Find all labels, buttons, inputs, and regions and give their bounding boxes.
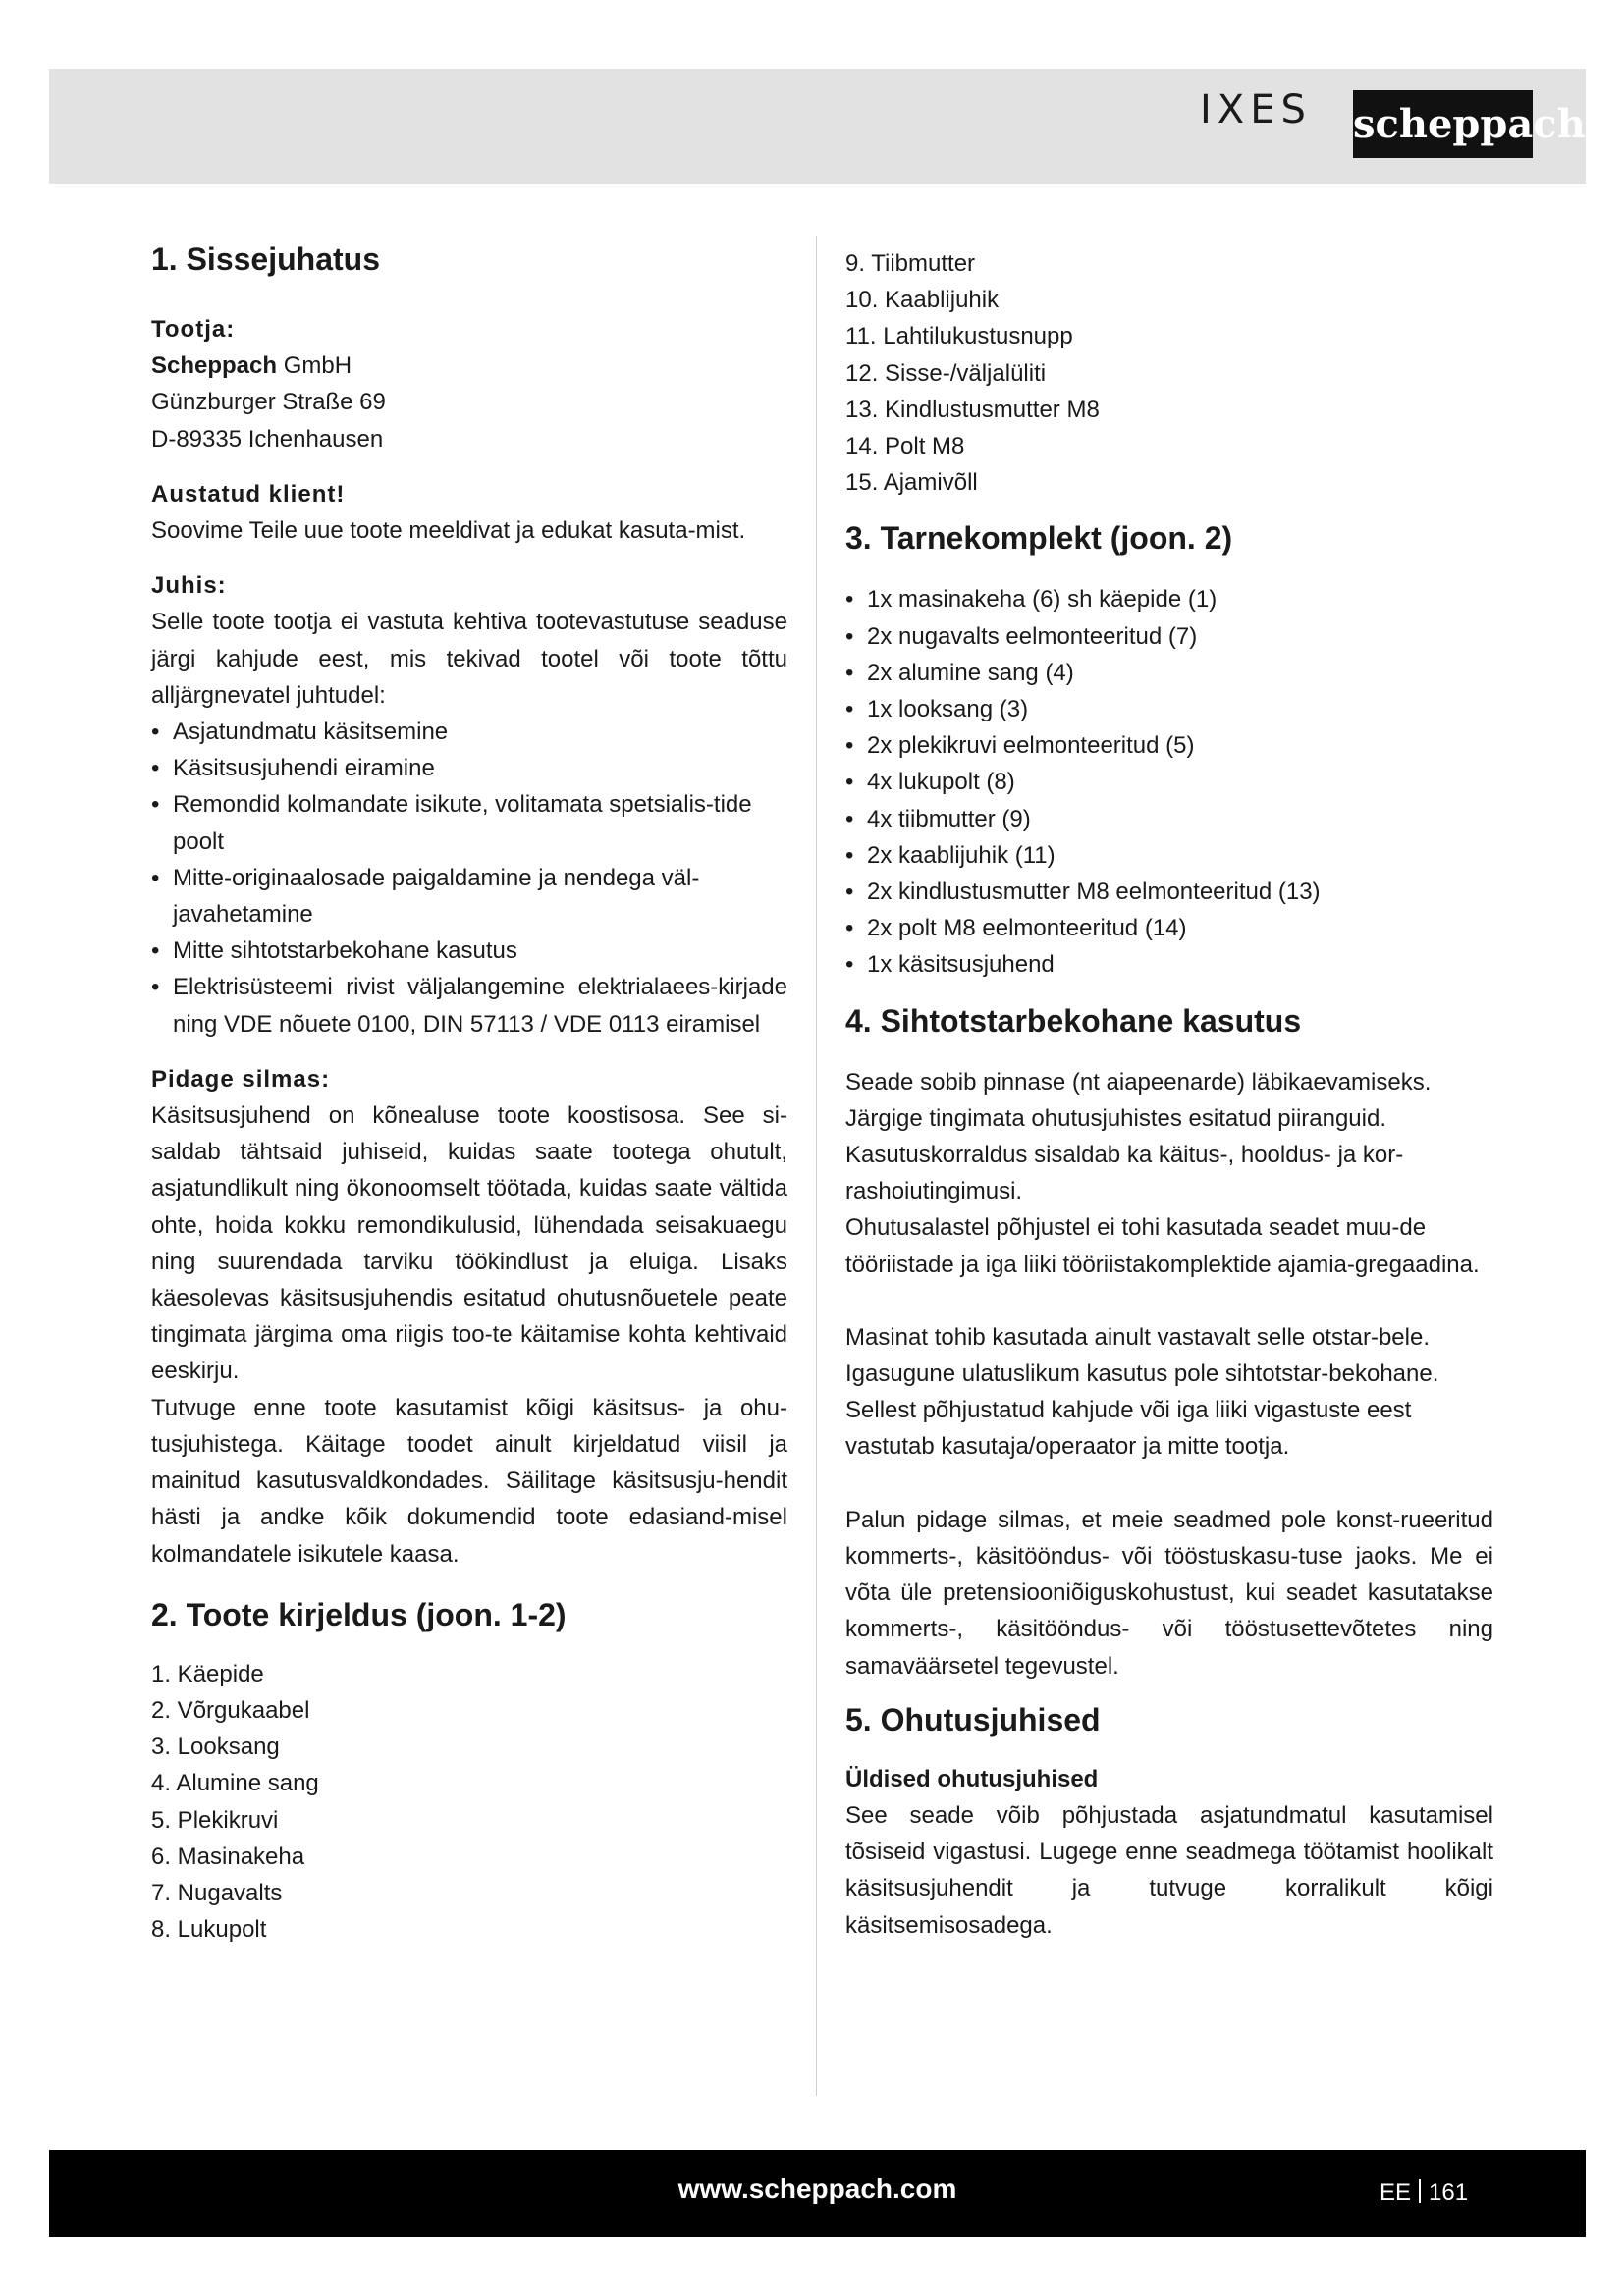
general-safety-label: Üldised ohutusjuhised (845, 1765, 1099, 1792)
list-item: 13. Kindlustusmutter M8 (845, 396, 1100, 423)
list-item: 5. Plekikruvi (151, 1806, 279, 1834)
page-number (1380, 2177, 1468, 2209)
list-item: 15. Ajamivõll (845, 469, 978, 497)
list-item: • 1x looksang (3) (845, 691, 1493, 727)
separator (1419, 2179, 1421, 2203)
column-divider (816, 236, 817, 2096)
list-item: • 2x kindlustusmutter M8 eelmonteeritud (13) (845, 874, 1493, 910)
list-item: • 2x alumine sang (4) (845, 655, 1493, 691)
keep-in-mind-text-2: Tutvuge enne toote kasutamist kõigi käsitsus- ja ohu-tusjuhistega. Käitage toodet ainult kirjeldatud viisil ja mainitud kasutusvaldkondades. Säilitage käsitsusju-hendit hästi ja andke kõik dokumendid toote edasiand-misel kolmandatele isikutele kaasa. (151, 1394, 787, 1568)
general-safety-text: See seade võib põhjustada asjatundmatul kasutamisel tõsiseid vigastusi. Lugege enne seadmega töötamist hoolikalt käsitsusjuhendit ja tutvuge korralikult kõigi käsitsemisosadega. (845, 1801, 1493, 1939)
dear-customer-label: Austatud klient! (151, 480, 346, 507)
left-column (151, 236, 787, 1948)
list-item: • Mitte-originaalosade paigaldamine ja nendega väl-javahetamine (151, 860, 787, 933)
intended-use-text-3: Masinat tohib kasutada ainult vastavalt selle otstar-bele. Igasugune ulatuslikum kasutus pole sihtotstar-bekohane. (845, 1323, 1439, 1388)
keep-in-mind-text-1: Käsitsusjuhend on kõnealuse toote koostisosa. See si-saldab tähtsaid juhiseid, kuidas saate tootega ohutult, asjatundlikult ning ökonoomselt töötada, kuidas saate vältida ohte, hoida kokku remondikulusid, lühendada seisakuaegu ning suurendada tarviku töökindlust ja eluiga. Lisaks käesolevas käsitsusjuhendis esitatud ohutusnõuetele peate tingimata järgima oma riigis too-te käitamise kohta kehtivaid eeskirju. (151, 1102, 787, 1385)
list-item: 8. Lukupolt (151, 1916, 267, 1944)
list-item: • 2x nugavalts eelmonteeritud (7) (845, 618, 1493, 655)
intended-use-text-2: Ohutusalastel põhjustel ei tohi kasutada seadet muu-de tööriistade ja iga liiki tööriistakomplektide ajamia-gregaadina. (845, 1214, 1480, 1278)
list-item: 14. Polt M8 (845, 433, 965, 460)
section-3-title: 3. Tarnekomplekt (joon. 2) (845, 520, 1233, 557)
list-item: • 2x kaablijuhik (11) (845, 837, 1493, 874)
list-item: • 2x polt M8 eelmonteeritud (14) (845, 910, 1493, 946)
parts-list-left (151, 1656, 787, 1949)
list-item: • Asjatundmatu käsitsemine (151, 714, 787, 750)
ixes-logo: IXES (1200, 87, 1312, 133)
list-item: 9. Tiibmutter (845, 250, 976, 277)
city-address: D-89335 Ichenhausen (151, 425, 384, 453)
note-list (151, 714, 787, 1042)
note-text: Selle toote tootja ei vastuta kehtiva tootevastutuse seaduse järgi kahjude eest, mis tekivad tootel või toote tõttu alljärgnevatel juhtudel: (151, 609, 787, 709)
list-item: • Elektrisüsteemi rivist väljalangemine elektrialaees-kirjade ning VDE nõuete 0100, DIN 57113 / VDE 0113 eiramisel (151, 969, 787, 1041)
intended-use-text-4: Sellest põhjustatud kahjude või iga liiki vigastuste eest vastutab kasutaja/operaator ja mitte tootja. (845, 1397, 1412, 1461)
intended-use-text-5: Palun pidage silmas, et meie seadmed pole konst-rueeritud kommerts-, käsitööndus- või tööstuskasu-tuse jaoks. Me ei võta üle pretensiooniõiguskohustust, kui seadet kasutatakse kommerts-, käsitööndus- või tööstusettevõtetes ning samaväärsetel tegevustel. (845, 1506, 1493, 1680)
list-item: • 1x masinakeha (6) sh käepide (1) (845, 581, 1493, 617)
list-item: 11. Lahtilukustusnupp (845, 323, 1073, 350)
language-code: EE (1380, 2179, 1412, 2206)
list-item: • 4x lukupolt (8) (845, 764, 1493, 800)
list-item: 12. Sisse-/väljalüliti (845, 359, 1047, 387)
dear-customer-text: Soovime Teile uue toote meeldivat ja edukat kasuta-mist. (151, 517, 746, 545)
company-name (151, 347, 787, 384)
company-rest: GmbH (277, 352, 352, 380)
company-bold: Scheppach (151, 352, 278, 380)
list-item: 10. Kaablijuhik (845, 287, 1000, 314)
section-4-title: 4. Sihtotstarbekohane kasutus (845, 1002, 1302, 1039)
intended-use-text-1: Seade sobib pinnase (nt aiapeenarde) läbikaevamiseks. Järgige tingimata ohutusjuhistes esitatud piiranguid. Kasutuskorraldus sisaldab ka käitus-, hooldus- ja kor-rashoiutingimusi. (845, 1068, 1432, 1205)
section-2-title: 2. Toote kirjeldus (joon. 1-2) (151, 1596, 567, 1632)
list-item: 7. Nugavalts (151, 1879, 283, 1906)
list-item: • 2x plekikruvi eelmonteeritud (5) (845, 727, 1493, 764)
parts-list-right (845, 245, 1493, 501)
list-item: • Remondid kolmandate isikute, volitamata spetsialis-tide poolt (151, 786, 787, 859)
list-item: • Käsitsusjuhendi eiramine (151, 750, 787, 786)
scheppach-logo: scheppach (1353, 90, 1533, 158)
list-item: 2. Võrgukaabel (151, 1696, 310, 1724)
keep-in-mind-label: Pidage silmas: (151, 1065, 331, 1093)
list-item: • Mitte sihtotstarbekohane kasutus (151, 933, 787, 969)
delivery-list (845, 581, 1493, 983)
page-footer (49, 2150, 1586, 2237)
list-item: 4. Alumine sang (151, 1770, 319, 1797)
manufacturer-label: Tootja: (151, 316, 236, 343)
street-address: Günzburger Straße 69 (151, 389, 386, 416)
section-1-title: 1. Sissejuhatus (151, 241, 380, 277)
list-item: 3. Looksang (151, 1734, 280, 1761)
page-number-value: 161 (1429, 2179, 1469, 2206)
list-item: 6. Masinakeha (151, 1842, 305, 1870)
section-5-title: 5. Ohutusjuhised (845, 1701, 1101, 1737)
note-label: Juhis: (151, 572, 227, 600)
website-link[interactable]: www.scheppach.com (677, 2173, 957, 2204)
list-item: • 4x tiibmutter (9) (845, 801, 1493, 837)
list-item: 1. Käepide (151, 1660, 264, 1687)
list-item: • 1x käsitsusjuhend (845, 946, 1493, 983)
right-column (845, 236, 1493, 1944)
